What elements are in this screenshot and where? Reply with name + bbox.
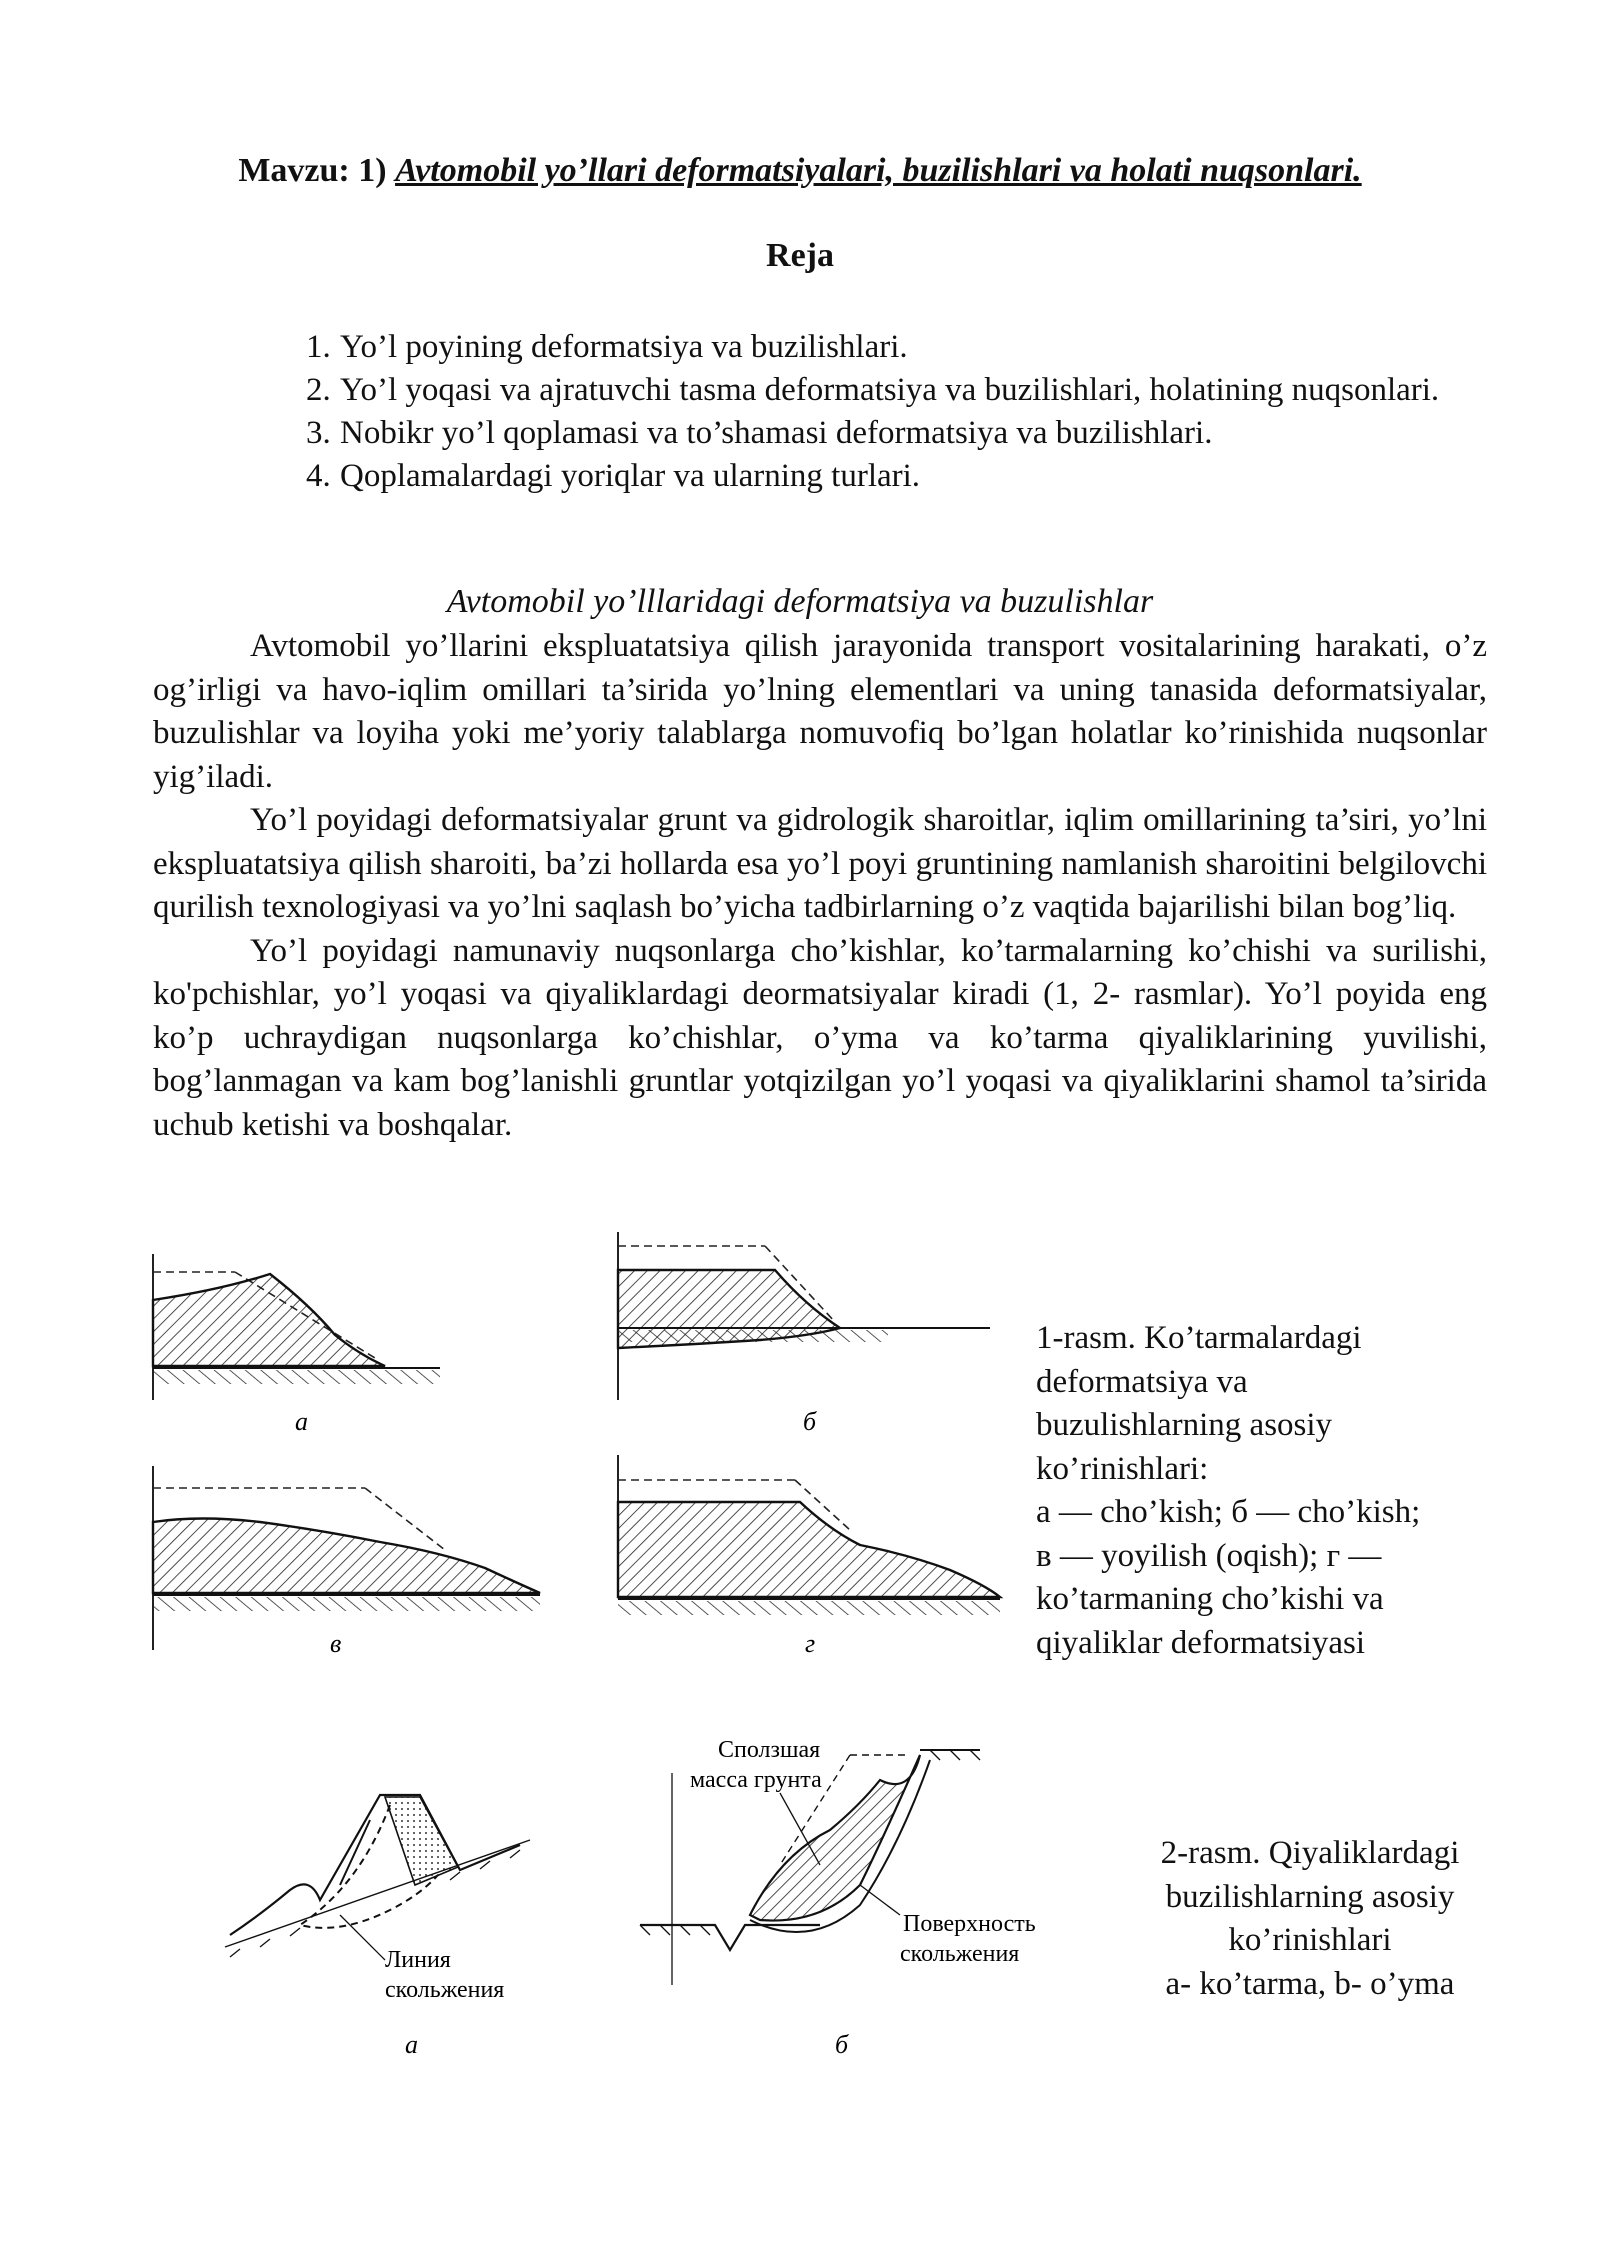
plan-item [306,455,1446,498]
caption-line: buzilishlarning asosiy [1165,1878,1455,1915]
caption-line: buzulishlarning asosiy [1036,1407,1333,1443]
figure-1-panel-a [153,1254,440,1436]
figure-2-label-line-1: Линия [385,1947,451,1973]
figure-1 [140,1230,1020,1690]
figure-2-right-label-1: Поверхность [903,1911,1036,1937]
figure-1-label-a: а [295,1407,308,1436]
figure-2-panel-a [225,1795,530,2059]
figure-1-label-g: г [805,1629,816,1658]
figure-1-drawing [140,1230,1020,1690]
caption-line: 1-rasm. Ko’tarmalardagi [1036,1320,1362,1356]
caption-line: а — cho’kish; б — cho’kish; [1036,1494,1421,1530]
plan-item-number: 3. [306,415,331,451]
plan-item-text: Nobikr yo’l qoplamasi va to’shamasi deformatsiya va buzilishlari. [340,415,1213,451]
figure-2-label-line-2: скольжения [385,1977,505,2003]
paragraph: Yo’l poyidagi namunaviy nuqsonlarga cho’kishlar, ko’tarmalarning ko’chishi va surilishi, ko'pchishlar, yo’l yoqasi va qiyaliklardagi deormatsiyalar kiradi (1, 2- rasmlar). Yo’l poyida eng ko’p uchraydigan nuqsonlarga ko’chishlar, o’yma va ko’tarma qiyaliklarining yuvilishi, bog’lanmagan va kam bog’lanishli gruntlar yotqizilgan yo’l yoqasi va qiyaliklarini shamol ta’sirida uchub ketishi va boshqalar. [153,932,1487,1143]
caption-line: ko’tarmaning cho’kishi va [1036,1581,1384,1617]
caption-line: ko’rinishlari: [1036,1450,1209,1487]
caption-line: в — yoyilish (oqish); г — [1036,1537,1382,1574]
caption-line: qiyaliklar deformatsiyasi [1036,1624,1365,1661]
title-prefix: Mavzu: 1) [238,152,396,189]
figure-2-caption [1110,1832,1510,2006]
caption-line: a- ko’tarma, b- o’yma [1165,1965,1455,2002]
plan-item [306,326,1446,369]
figure-2-right-label-2: скольжения [900,1941,1020,1967]
paragraph: Avtomobil yo’llarini ekspluatatsiya qilish jarayonida transport vositalarining harakati, o’z og’irligi va havo-iqlim omillari ta’sirida yo’lning elementlari va uning tanasida deformatsiyalar, buzulishlar va loyiha yoki me’yoriy talablarga nomuvofiq bo’lgan holatlar ko’rinishida nuqsonlar yig’iladi. [153,628,1487,795]
plan-item [306,369,1446,412]
caption-line: deformatsiya va [1036,1363,1248,1400]
figure-2-top-label-2: масса грунта [690,1767,822,1793]
caption-line: 2-rasm. Qiyaliklardagi [1160,1835,1460,1871]
title-topic: Avtomobil yo’llari deformatsiyalari, buzilishlari va holati nuqsonlari. [395,152,1362,189]
figure-2-drawing [220,1735,1080,2135]
figure-1-panel-g [618,1455,1000,1658]
plan-item-text: Yo’l poyining deformatsiya va buzilishlari. [340,329,908,365]
section-heading: Avtomobil yo’lllaridagi deformatsiya va buzulishlar [446,583,1154,620]
figure-1-label-v: в [330,1629,342,1658]
plan-item-number: 1. [306,329,331,365]
figure-1-caption [1036,1317,1488,1665]
figure-1-panel-v [153,1466,540,1658]
plan-item-number: 4. [306,458,331,494]
plan-list [306,326,1446,498]
figure-2 [220,1735,1080,2135]
plan-item [306,412,1446,455]
figure-2-label-b: б [835,2030,849,2059]
figure-2-label-a: а [405,2030,418,2059]
body-text [153,625,1487,1147]
plan-item-number: 2. [306,372,331,408]
figure-2-panel-b [640,1737,1036,2059]
plan-item-text: Qoplamalardagi yoriqlar va ularning turlari. [340,458,921,494]
caption-line: ko’rinishlari [1228,1922,1392,1958]
page-title [0,152,1600,190]
paragraph: Yo’l poyidagi deformatsiyalar grunt va gidrologik sharoitlar, iqlim omillarining ta’siri, yo’lni ekspluatatsiya qilish sharoiti, ba’zi hollarda esa yo’l poyi gruntining namlanish sharoitini belgilovchi qurilish texnologiyasi va yo’lni saqlash bo’yicha tadbirlarning o’z vaqtida bajarilishi bilan bog’liq. [153,802,1487,925]
figure-1-label-b: б [803,1407,817,1436]
plan-heading: Reja [766,237,834,274]
plan-item-text: Yo’l yoqasi va ajratuvchi tasma deformatsiya va buzilishlari, holatining nuqsonlari. [340,372,1440,408]
figure-2-top-label-1: Сползшая [718,1737,821,1763]
figure-1-panel-b [618,1232,990,1436]
